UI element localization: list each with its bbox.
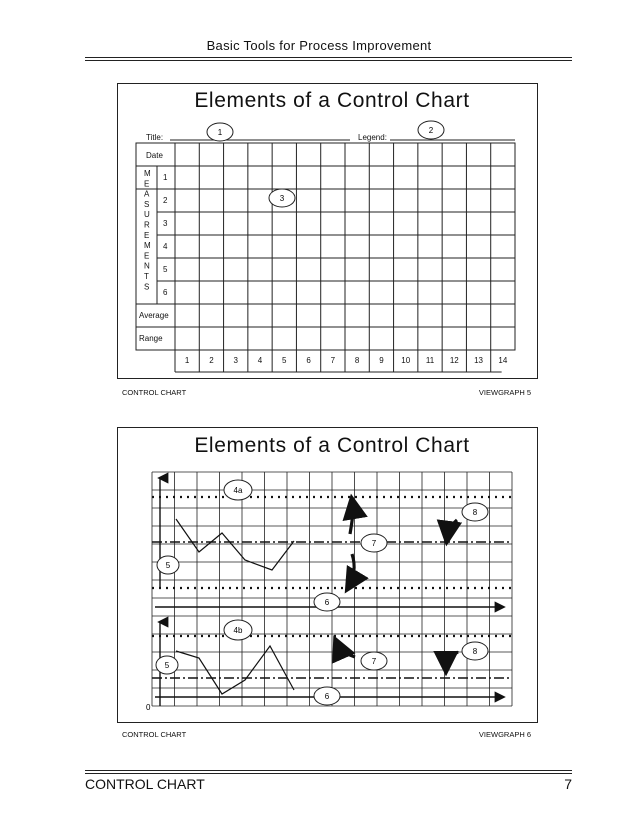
column-number: 6: [306, 356, 311, 365]
pointer-arrow: [336, 641, 355, 657]
column-number: 12: [449, 356, 459, 365]
measurements-letter: S: [144, 199, 150, 209]
callout-4b-5-label: 4b: [233, 626, 243, 635]
viewgraph-5-title: Elements of a Control Chart: [194, 89, 470, 112]
page-header: Basic Tools for Process Improvement: [206, 38, 432, 53]
callout-1-label: 1: [217, 128, 223, 137]
footer-page-number: 7: [564, 776, 572, 792]
viewgraph-5-caption-left: CONTROL CHART: [122, 388, 187, 397]
column-number: 7: [330, 356, 336, 365]
callout-5-1-label: 5: [165, 561, 171, 570]
row-number: 6: [163, 288, 168, 297]
callout-8-9-label: 8: [472, 647, 478, 656]
measurements-letter: M: [144, 169, 151, 178]
row-number: 4: [163, 242, 168, 251]
callout-6-7-label: 6: [324, 692, 330, 701]
column-number: 11: [425, 356, 435, 365]
measurements-letter: S: [144, 282, 150, 292]
average-label: Average: [139, 311, 169, 320]
viewgraph-5-caption-right: VIEWGRAPH 5: [478, 388, 531, 397]
column-number: 8: [354, 356, 360, 365]
legend-label: Legend:: [358, 133, 387, 142]
column-number: 14: [498, 356, 508, 365]
measurements-letter: N: [144, 261, 150, 271]
pointer-arrow: [446, 652, 458, 670]
row-number: 5: [163, 265, 168, 274]
column-number: 5: [282, 356, 287, 365]
title-label: Title:: [146, 133, 164, 142]
callout-2-label: 2: [428, 126, 434, 135]
column-number: 2: [209, 356, 214, 365]
measurements-letter: M: [144, 241, 151, 251]
pointer-arrow: [348, 554, 354, 588]
date-label: Date: [146, 151, 163, 160]
measurements-letter: T: [144, 272, 149, 281]
viewgraph-6-title: Elements of a Control Chart: [194, 434, 470, 457]
callout-6-2-label: 6: [324, 598, 330, 607]
footer-left: CONTROL CHART: [85, 776, 205, 792]
callout-7-8-label: 7: [371, 657, 377, 666]
column-number: 4: [257, 356, 263, 365]
row-number: 3: [163, 219, 168, 228]
range-label: Range: [139, 334, 163, 343]
measurements-letter: U: [144, 210, 150, 220]
viewgraph-6-caption-left: CONTROL CHART: [122, 730, 187, 739]
measurements-letter: E: [144, 179, 150, 189]
callout-8-4-label: 8: [472, 508, 478, 517]
callout-3-label: 3: [279, 194, 285, 203]
row-number: 2: [163, 196, 168, 205]
measurements-letter: A: [144, 189, 150, 199]
callout-4a-0-label: 4a: [233, 486, 243, 495]
column-number: 9: [379, 356, 384, 365]
row-number: 1: [163, 173, 168, 182]
column-number: 10: [401, 356, 411, 365]
measurements-letter: E: [144, 230, 150, 240]
axis-zero-label: 0: [146, 703, 151, 712]
column-number: 3: [233, 356, 238, 365]
callout-7-3-label: 7: [371, 539, 377, 548]
pointer-arrow: [447, 520, 457, 540]
callout-5-6-label: 5: [164, 661, 170, 670]
column-number: 1: [184, 356, 190, 365]
viewgraph-6-caption-right: VIEWGRAPH 6: [478, 730, 531, 739]
pointer-arrow: [350, 500, 353, 534]
column-number: 13: [474, 356, 484, 365]
footer-rule-2: [85, 773, 572, 774]
measurements-letter: E: [144, 251, 150, 261]
footer-rule: [85, 770, 572, 771]
measurements-letter: R: [144, 220, 150, 230]
